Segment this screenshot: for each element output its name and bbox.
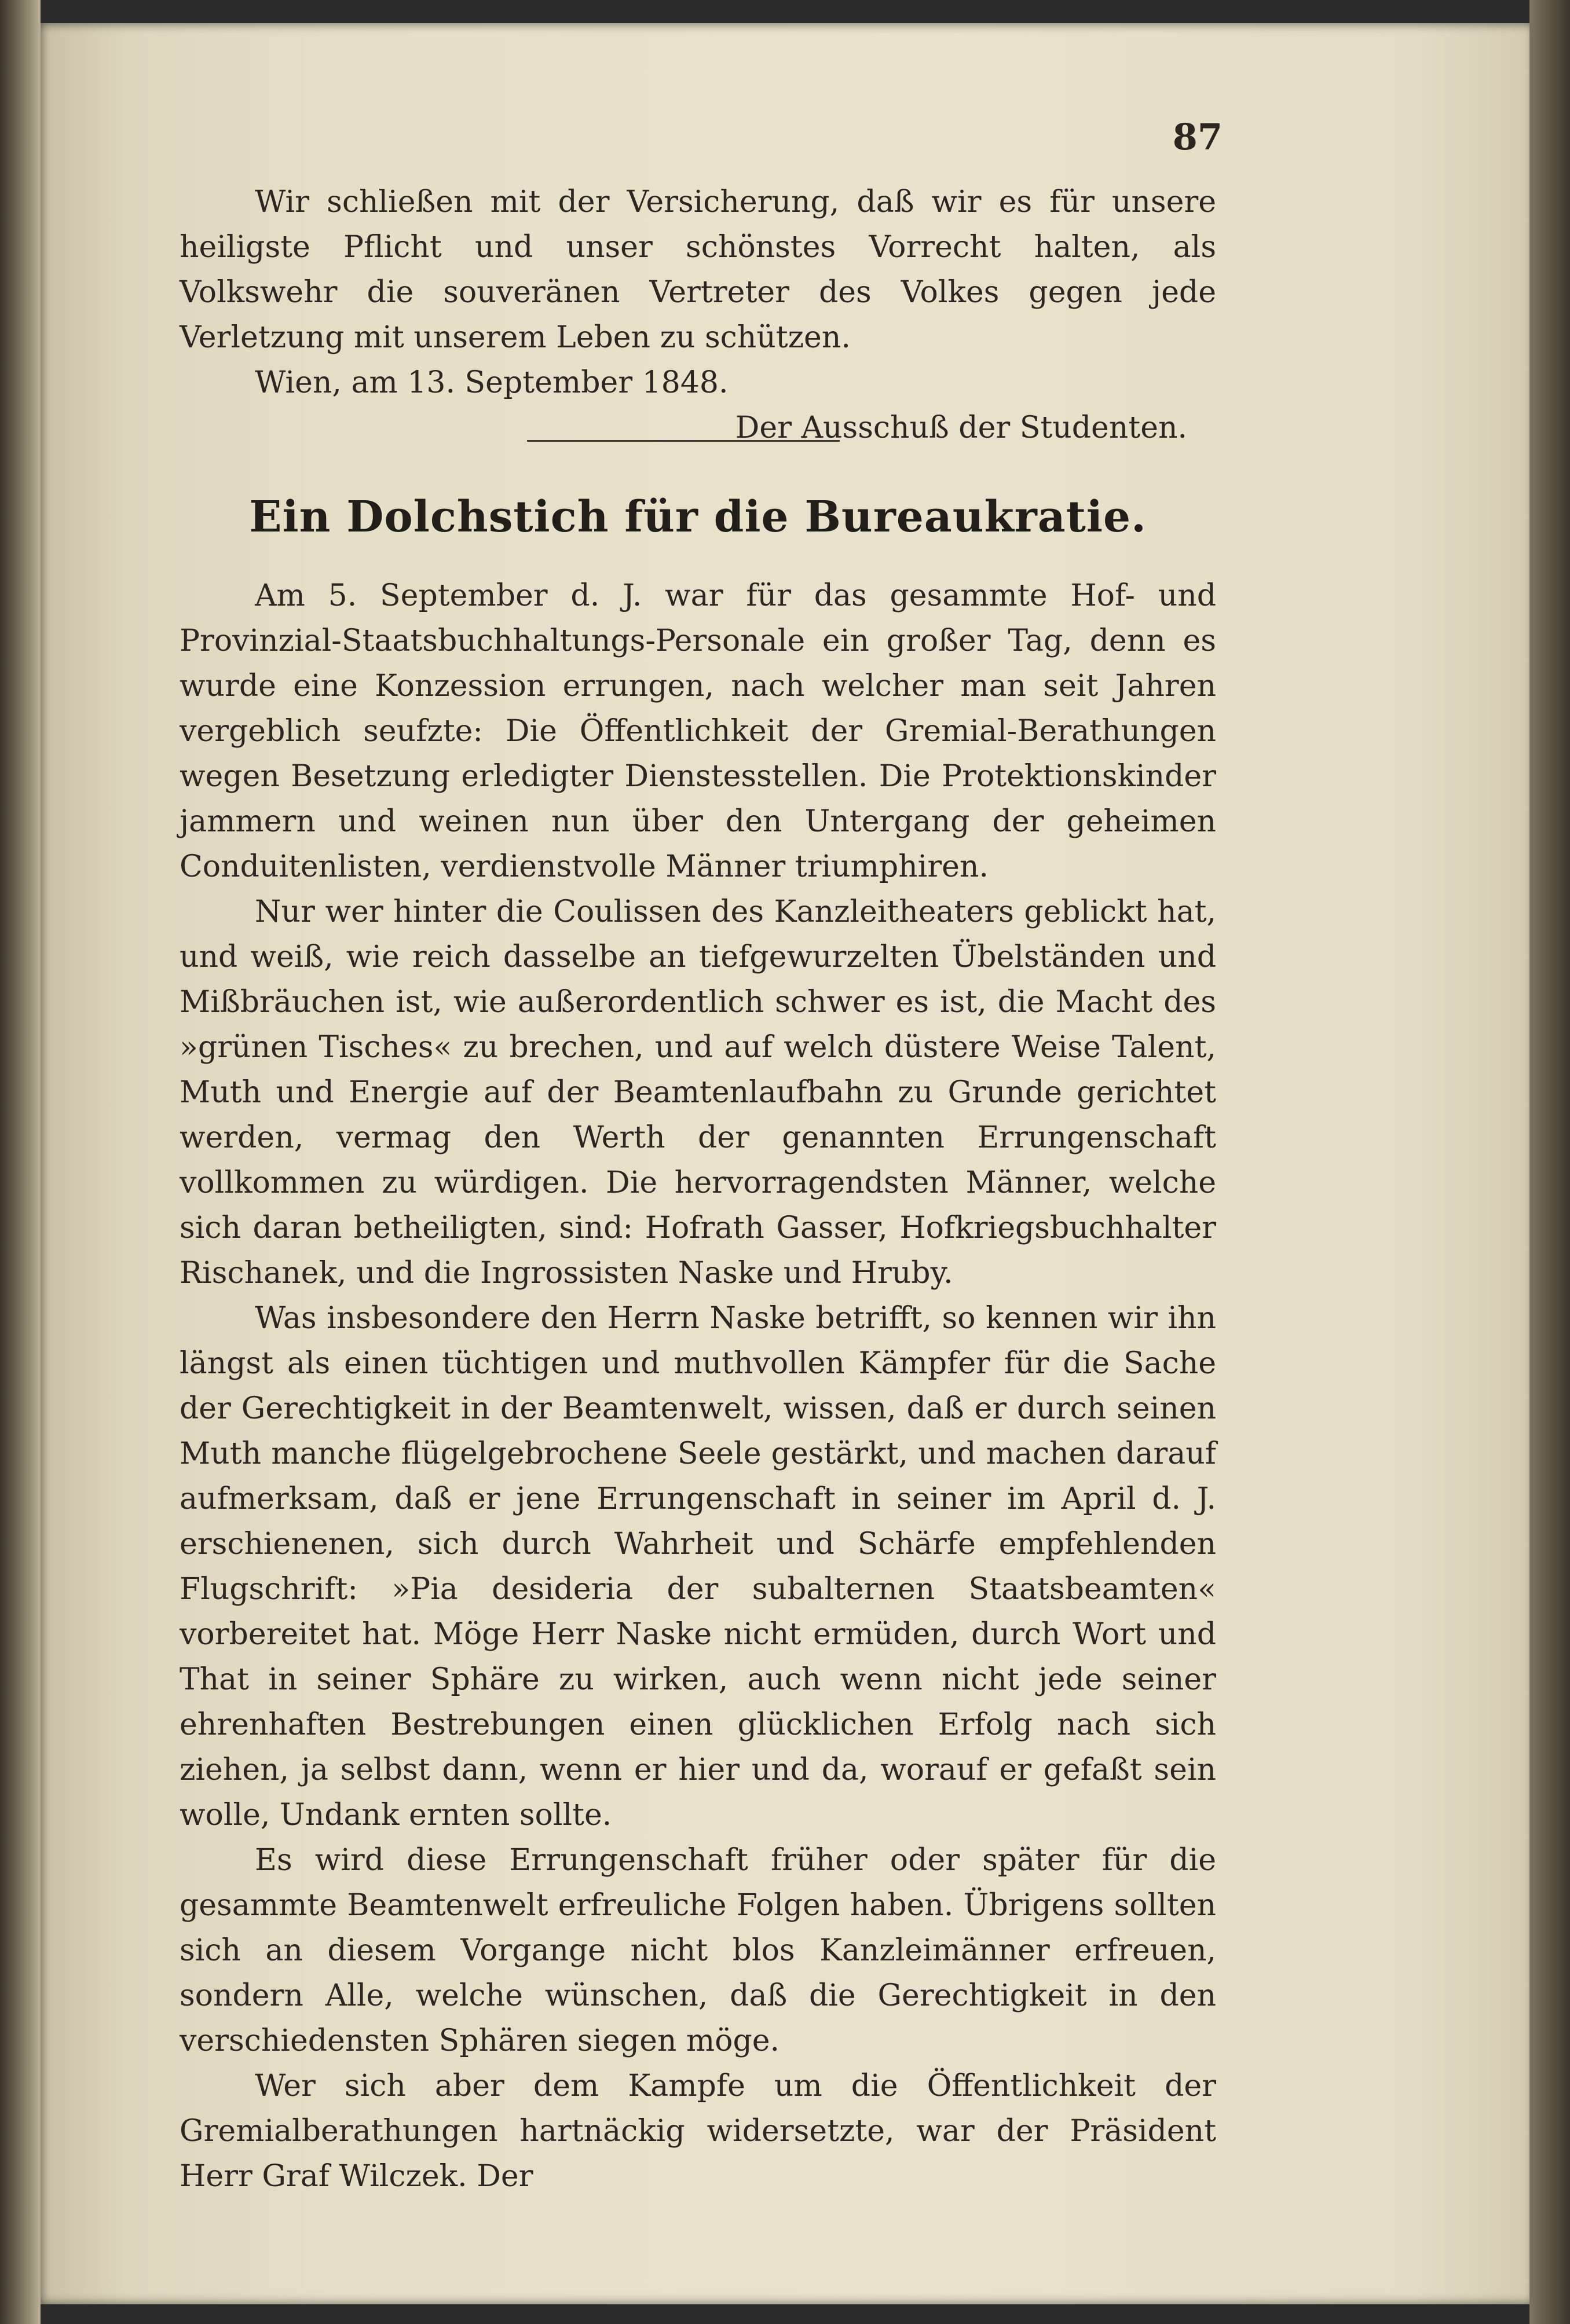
signature: Der Ausschuß der Studenten. [735,410,1187,445]
article-paragraph: Nur wer hinter die Coulissen des Kanzleitheaters geblickt hat, und weiß, wie reich dasselbe an tiefgewurzelten Übelständen und Mißbräuchen ist, wie außerordentlich schwer es ist, die Macht des »grünen Tisches« zu brechen, und auf welch düstere Weise Talent, Muth und Energie auf der Beamtenlaufbahn zu Grunde gerichtet werden, vermag den Werth der genannten Errungenschaft vollkommen zu würdigen. Die hervorragendsten Männer, welche sich daran betheiligten, sind: Hofrath Gasser, Hofkriegsbuchhalter Rischanek, und die Ingrossisten Naske und Hruby. [180,895,1216,1291]
article-body [180,573,1216,2199]
intro-block [180,179,1216,450]
page-number: 87 [1172,116,1223,158]
article-paragraph: Was insbesondere den Herrn Naske betrifft, so kennen wir ihn längst als einen tüchtigen und muthvollen Kämpfer für die Sache der Gerechtigkeit in der Beamtenwelt, wissen, daß er durch seinen Muth manche flügelgebrochene Seele gestärkt, und machen darauf aufmerksam, daß er jene Errungenschaft in seiner im April d. J. erschienenen, sich durch Wahrheit und Schärfe empfehlenden Flugschrift: »Pia desideria der subalternen Staatsbeamten« vorbereitet hat. Möge Herr Naske nicht ermüden, durch Wort und That in seiner Sphäre zu wirken, auch wenn nicht jede seiner ehrenhaften Bestrebungen einen glücklichen Erfolg nach sich ziehen, ja selbst dann, wenn er hier und da, worauf er gefaßt sein wolle, Undank ernten sollte. [180,1301,1216,1832]
article-paragraph: Am 5. September d. J. war für das gesammte Hof- und Provinzial-Staatsbuchhaltungs-Personale ein großer Tag, denn es wurde eine Konzession errungen, nach welcher man seit Jahren vergeblich seufzte: Die Öffentlichkeit der Gremial-Berathungen wegen Besetzung erledigter Dienstesstellen. Die Protektionskinder jammern und weinen nun über den Untergang der geheimen Conduitenlisten, verdienstvolle Männer triumphiren. [180,578,1216,884]
page-right-edge [1529,0,1570,2324]
dateline: Wien, am 13. September 1848. [255,365,729,400]
book-gutter [0,0,41,2324]
section-divider [527,440,840,442]
article-paragraph: Es wird diese Errungenschaft früher oder später für die gesammte Beamtenwelt erfreuliche Folgen haben. Übrigens sollten sich an diesem Vorgange nicht blos Kanzleimänner erfreuen, sondern Alle, welche wünschen, daß die Gerechtigkeit in den verschiedensten Sphären siegen möge. [180,1843,1216,2058]
article-title: Ein Dolchstich für die Bureaukratie. [249,492,1147,542]
intro-paragraph: Wir schließen mit der Versicherung, daß wir es für unsere heiligste Pflicht und unser schönstes Vorrecht halten, als Volkswehr die souveränen Vertreter des Volkes gegen jede Verletzung mit unserem Leben zu schützen. [180,185,1216,355]
article-paragraph: Wer sich aber dem Kampfe um die Öffentlichkeit der Gremialberathungen hartnäckig widersetzte, war der Präsident Herr Graf Wilczek. Der [180,2069,1216,2194]
